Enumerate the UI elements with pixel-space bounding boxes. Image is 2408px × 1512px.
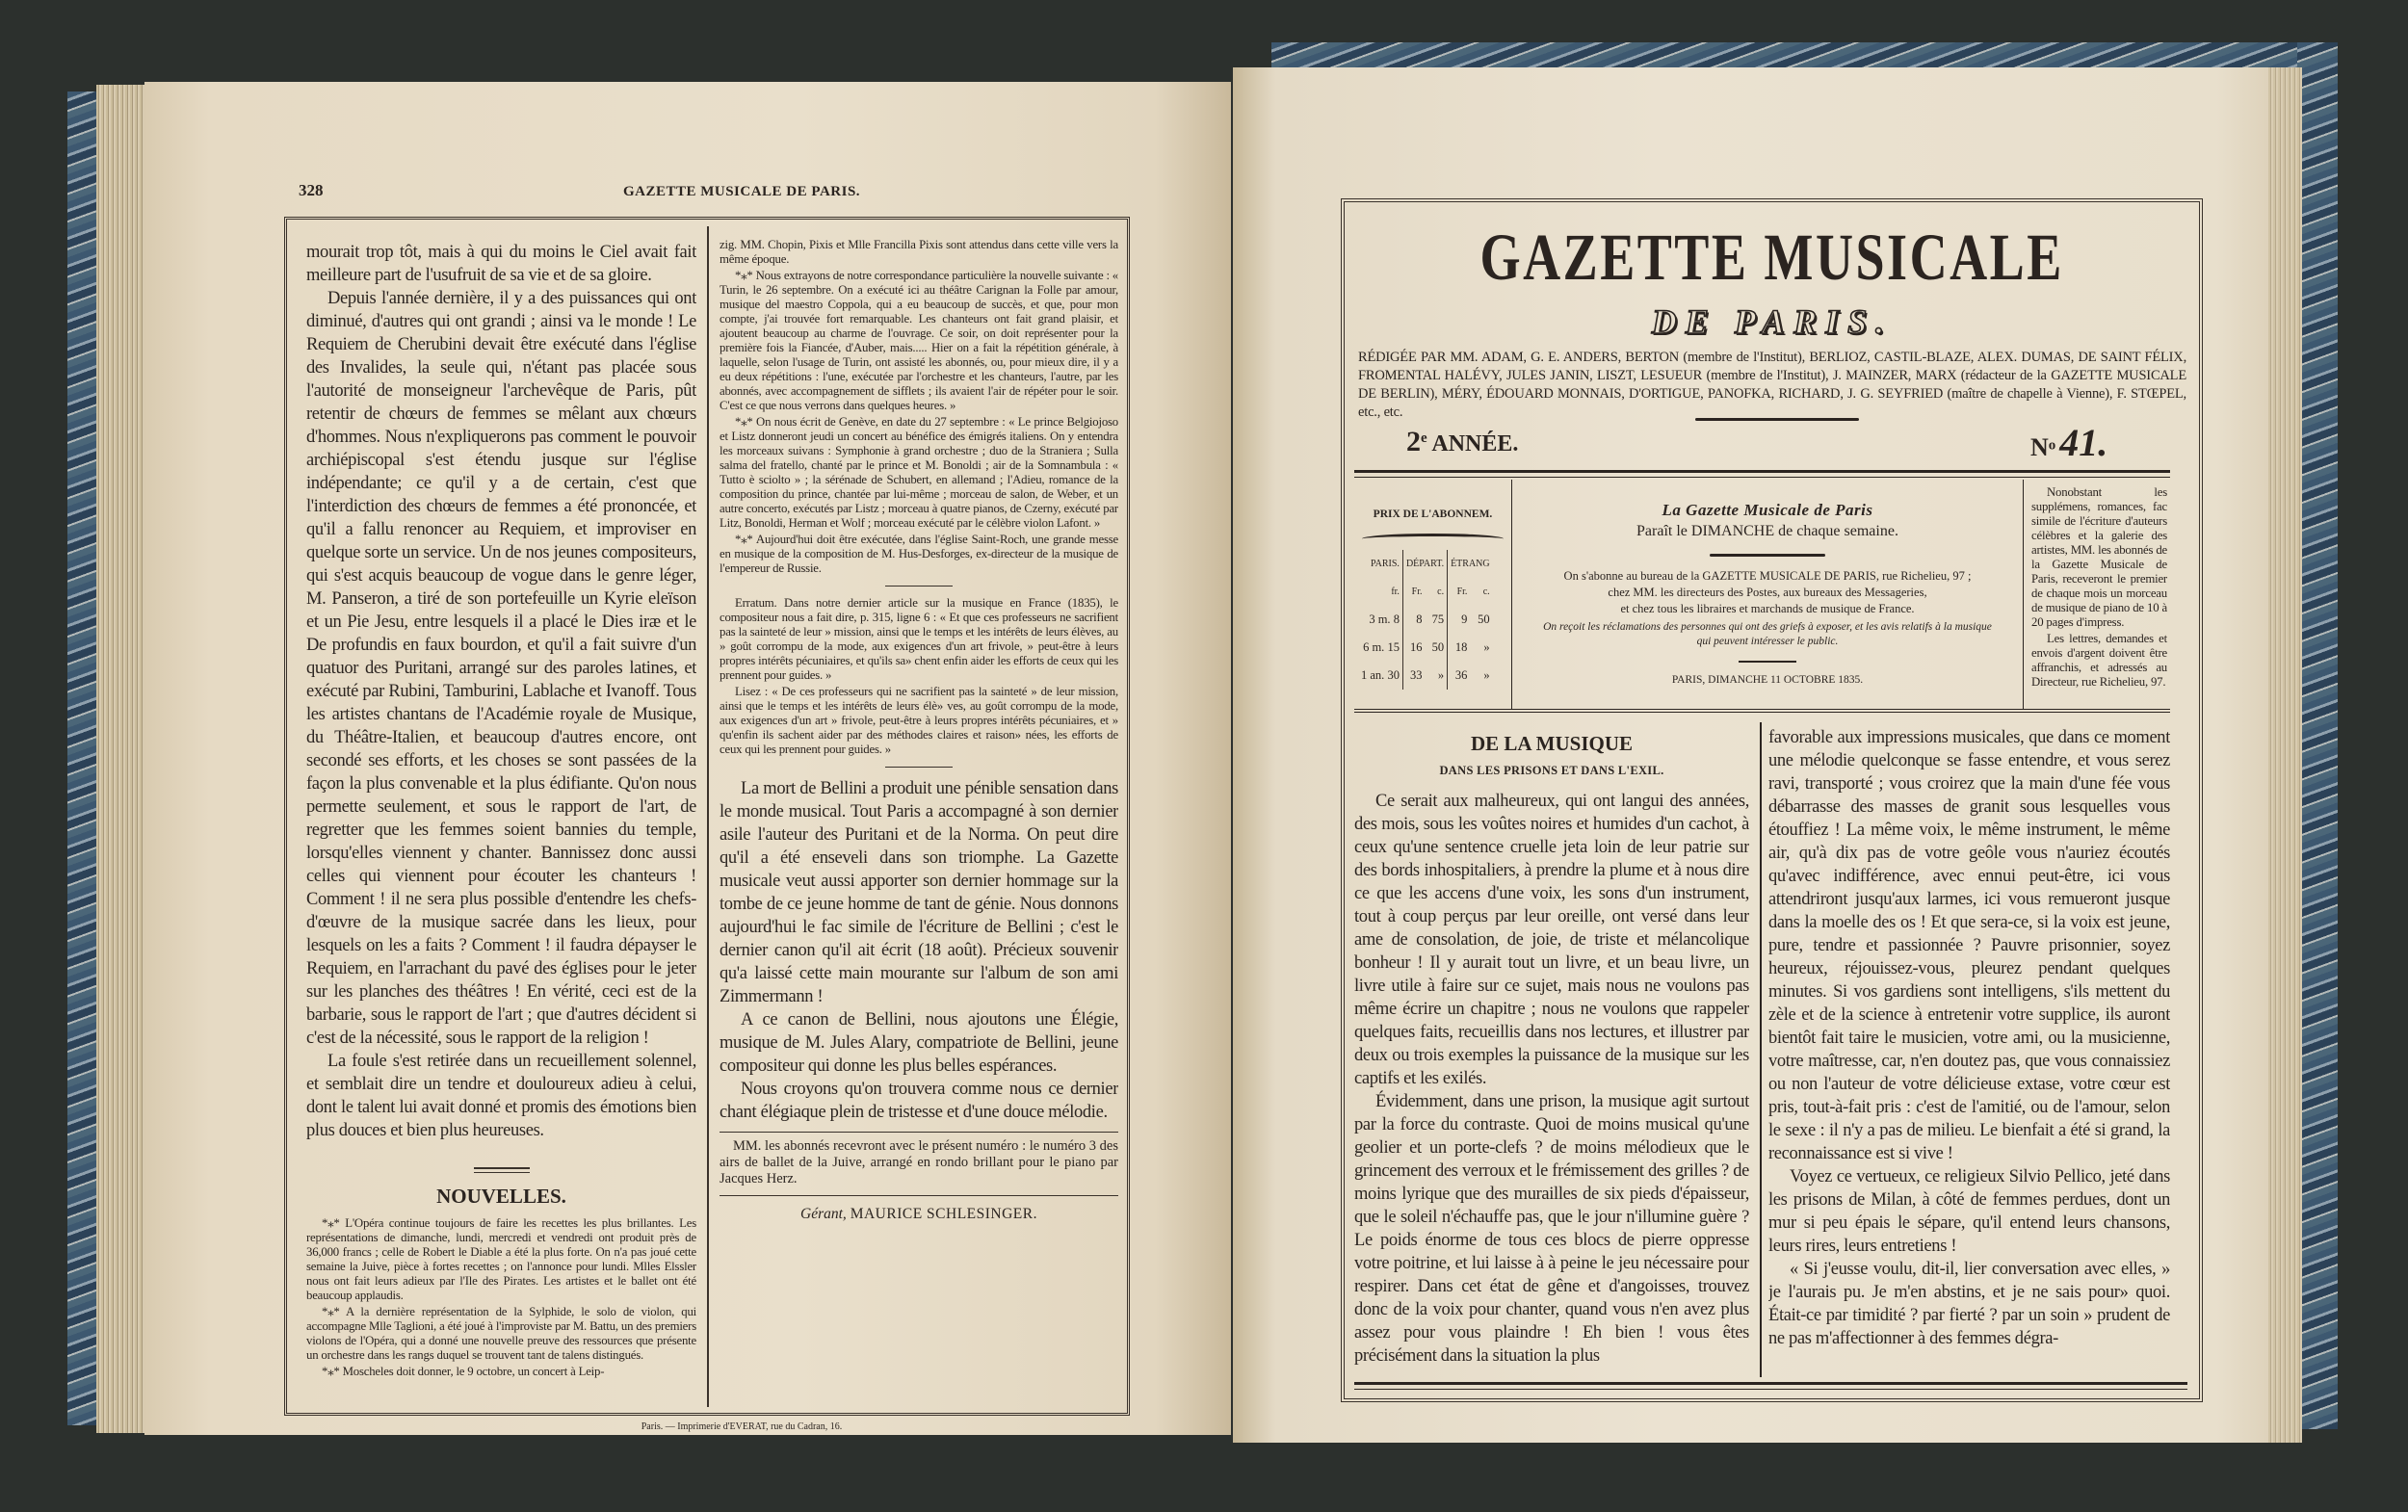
news-item: *⁎* On nous écrit de Genève, en date du 27 septembre : « Le prince Belgiojoso et Listz donneront jeudi un concert au bénéfice des émigrés italiens. On y entendra les morceaux suivans : Symphonie à grand orchestre ; duo de la Straniera ; Sulla salma del fratello, chanté par le prince et M. Bonoldi ; air de la Somnambula : « Tutto è sciolto » ; la sérénade de Schubert, en allemand ; l'Adieu, romance de la composition du prince, chantée par lui-même ; morceau de salon, de Weber, et un autre concerto, exécutés par Listz ; morceau à quatre pianos, de Czerny, exécuté par Litz, Bonoldi, Herman et Wolf ; morceau exécuté par le célèbre violon Lafont. » — [720, 415, 1118, 530]
news-item: *⁎* Nous extrayons de notre correspondance particulière la nouvelle suivante : « Turin, le 26 septembre. On a exécuté ici au théâtre Carignan la Folle par amour, musique del maestro Coppola, qui a eu beaucoup de succès, et que, pour mon compte, j'ai trouvée fort remarquable. Les chanteurs ont fait grand plaisir, et ajoutent beaucoup au charme de l'ouvrage. Ce soir, on doit représenter pour la première fois la Fiancée, d'Auber, mais..... Hier on a fait la répétition générale, à laquelle, selon l'usage de Turin, ont assisté les abonnés, ou, pour mieux dire, il y a eu deux répétitions : l'une, exécutée par l'orchestre et les chanteurs, l'autre, par les abonnés, avec accompagnement de sifflets ; ils avaient l'air de répéter pour le soir. C'est ce que nous verrons dans quelques heures. » — [720, 269, 1118, 412]
year-sup: e — [1421, 430, 1427, 446]
paragraph: La foule s'est retirée dans un recueillement solennel, et semblait dire un tendre et douloureux adieu à celui, dont le talent lui avait donné et promis des émotions bien plus douces et bien plus heureuses. — [306, 1052, 696, 1140]
news-item: *⁎* Aujourd'hui doit être exécutée, dans l'église Saint-Roch, une grande messe en musique de la composition de M. Hus-Desforges, ex-directeur de la musique de l'empereur de Russie. — [720, 533, 1118, 575]
issue-value: 41. — [2059, 421, 2108, 464]
article-body-continued — [1768, 726, 2170, 1350]
unit: c. — [1426, 578, 1448, 606]
divider — [720, 1195, 1118, 1196]
header-rule — [1354, 470, 2170, 478]
imprint: Paris. — Imprimerie d'EVERAT, rue du Cadran, 16. — [641, 1421, 843, 1432]
paragraph: mourait trop tôt, mais à qui du moins le Ciel avait fait meilleure part de l'usufruit de sa vie et de sa gloire. — [306, 243, 696, 285]
page-number: 328 — [299, 181, 324, 199]
col-etranger: ÉTRANG — [1451, 559, 1490, 569]
address-line: chez MM. les directeurs des Postes, aux bureaux des Messageries, — [1608, 586, 1927, 599]
paragraph: Nous croyons qu'on trouvera comme nous ce dernier chant élégiaque plein de tristesse et d'une douce mélodie. — [720, 1080, 1118, 1122]
cell: 6 m. 15 — [1358, 634, 1402, 662]
right-page-block — [2268, 67, 2302, 1443]
gerant-signature — [720, 1206, 1118, 1223]
cell: 50 — [1426, 634, 1448, 662]
table-row — [1358, 634, 1493, 662]
editors-list: RÉDIGÉE PAR MM. ADAM, G. E. ANDERS, BERTON (membre de l'Institut), BERLIOZ, CASTIL-BLAZE, ALEX. DUMAS, DE SAINT FÉLIX, FROMENTAL HALÉVY, JULES JANIN, LISZT, LESUEUR (membre de l'Institut), J. MAINZER, MARX (rédacteur de la GAZETTE MUSICALE DE BERLIN), MÉRY, ÉDOUARD MONNAIS, D'ORTIGUE, PANOFKA, RICHARD, J. G. SEYFRIED (maître de chapelle à Vienne), F. STŒPEL, etc., etc. — [1358, 350, 2186, 420]
article-column-2 — [1768, 726, 2170, 1391]
news-item: zig. MM. Chopin, Pixis et Mlle Francilla Pixis sont attendus dans cette ville vers la même époque. — [720, 238, 1118, 266]
nouvelles-heading: NOUVELLES. — [436, 1185, 566, 1208]
cell: 36 — [1454, 668, 1468, 682]
subscription-table — [1358, 550, 1493, 690]
issue-number — [2030, 420, 2107, 465]
gothic-masthead: La Gazette Musicale de Paris — [1662, 501, 1873, 519]
erratum-paragraph: Lisez : « De ces professeurs qui ne sacrifient pas la sainteté » de leur mission, ainsi que le temps et les intérêts de leurs élè» ves, au goût corrompu de la mode, aux exigences d'un art » frivole, peut-être à leurs propres intérêts pécuniaires, et » qu'enfin ils sachent aider par des méthodes claires et raison» nées, les efforts de ceux qui les prennent pour guides. » — [720, 685, 1118, 756]
right-cover-edge — [2297, 42, 2338, 1429]
paragraph: favorable aux impressions musicales, que dans ce moment une mélodie quelconque se fasse entendre, et vous serez ravi, transporté ; vous croirez que la main d'une fée vous débarrasse des masses de granit sous lesquelles vous étouffiez ! La même voix, le même instrument, le même air, qu'à dix pas de votre geôle vous n'auriez écoutés qu'avec indifférence, avec ennui peut-être, ici vous attendriront jusqu'aux larmes, ici vous remueront jusque dans la moelle des os ! Et que sera-ce, si la voix est jeune, pure, tendre et passionnée ? Pauvre prisonnier, soyez heureux, réjouissez-vous, pleurez pendant quelques minutes. Si vos gardiens sont intelligens, s'ils mettent du zèle et de la science à entretenir votre supplice, ils auront bientôt fait taire le musicien, votre ami, ou la musicienne, votre maîtresse, car, n'en doutez pas, que vous connaissiez ou non l'auteur de votre délicieuse extase, votre cœur est pris, tout-à-fait pris : c'est de l'amitié, ou de l'amour, selon le sexe : il n'y a pas de milieu. Le bienfait a été si grand, la reconnaissance est si vive ! — [1768, 728, 2170, 1163]
ornament-rule — [1710, 554, 1825, 557]
cell: 18 — [1454, 640, 1468, 654]
ornament-rule — [1695, 418, 1859, 421]
running-header: GAZETTE MUSICALE DE PARIS. — [622, 184, 861, 199]
brace-ornament — [1362, 534, 1504, 544]
gerant-label: Gérant, — [800, 1206, 847, 1222]
subscribers-notice: MM. les abonnés recevront avec le présent numéro : le numéro 3 des airs de ballet de la Juive, arrangé en rondo brillant pour le piano par Jacques Herz. — [720, 1138, 1118, 1186]
cell: » — [1483, 640, 1490, 654]
complaints-note: On reçoit les réclamations des personnes qui ont des griefs à exposer, et les avis relatifs à la musique qui peuvent intéresser le public. — [1543, 621, 1992, 647]
address-line: On s'abonne au bureau de la GAZETTE MUSICALE DE PARIS, rue Richelieu, 97 ; — [1563, 569, 1972, 583]
news-items — [306, 1216, 696, 1379]
masthead-subtitle: DE PARIS. — [1651, 302, 1894, 341]
issue-date: PARIS, DIMANCHE 11 OCTOBRE 1835. — [1671, 674, 1864, 686]
cell: 8 — [1416, 613, 1423, 626]
cell: » — [1483, 668, 1490, 682]
news-item: *⁎* A la dernière représentation de la Sylphide, le solo de violon, qui accompagne Mlle Taglioni, a été joué à l'improviste par M. Battu, un des premiers violons de l'Opéra, qui a donné une nouvelle preuve des ressources que présente un orchestre dans les rangs duquel se trouvent tant de talens distingués. — [306, 1305, 696, 1362]
table-row — [1358, 606, 1493, 634]
subscription-heading: PRIX DE L'ABONNEM. — [1373, 508, 1493, 520]
paragraph: Voyez ce vertueux, ce religieux Silvio Pellico, jeté dans les prisons de Milan, à côté de femmes perdues, dont un mur si peu épais le sépare, qu'il entend leurs chansons, leurs rires, leurs entretiens ! — [1768, 1167, 2170, 1256]
year-label — [1406, 426, 1518, 458]
issue-prefix: N — [2030, 433, 2049, 461]
cell: 75 — [1426, 606, 1448, 634]
paragraph: Évidemment, dans une prison, la musique agit surtout par la force du contraste. Quoi de moins musical qu'une geolier et un porte-clefs ? de moins mélodieux que le grincement des verroux et le frémissement des grilles ? de moins lyrique que des murailles de six pieds d'épaisseur, que le soleil n'échauffe pas, que le jour n'illumine guère ? Le poids énorme de tous ces blocs de pierre oppresse votre poitrine, et lui laisse à à peine le jeu nécessaire pour respirer. Dans cet état de gêne et d'angoisses, trouvez donc de la voix pour chanter, quand vous n'en avez plus assez pour vous plaindre ! Eh bien ! vous êtes précisément dans la situation la plus — [1354, 1092, 1749, 1366]
table-units-row — [1358, 578, 1493, 606]
col-departement: DÉPART. — [1402, 550, 1447, 578]
paragraph: A ce canon de Bellini, nous ajoutons une Élégie, musique de M. Jules Alary, compatriote de Bellini, jeune compositeur qui donne les plus belles espérances. — [720, 1010, 1118, 1076]
address-line: et chez tous les libraires et marchands de musique de France. — [1620, 602, 1915, 615]
article-column-divider — [1760, 722, 1762, 1377]
left-column-2 — [720, 238, 1118, 1408]
paragraph: « Si j'eusse voulu, dit-il, lier conversation avec elles, » je l'aurais pu. Je m'en abstins, et je ne sais pour» quoi. Était-ce par timidité ? par fierté ? par un soin » prudent de ne pas m'affectionner à des femmes dégra- — [1768, 1260, 2170, 1348]
gazette-title: GAZETTE MUSICALE — [1479, 221, 2065, 295]
right-page — [1233, 67, 2302, 1443]
cell: » — [1426, 662, 1448, 690]
unit: c. — [1482, 587, 1490, 597]
subscription-box — [1354, 480, 1512, 709]
news-item: *⁎* Moscheles doit donner, le 9 octobre, un concert à Leip- — [322, 1365, 605, 1378]
short-rule — [1739, 661, 1796, 663]
bellini-notice — [720, 777, 1118, 1124]
article-subtitle: DANS LES PRISONS ET DANS L'EXIL. — [1439, 764, 1664, 777]
supplements-paragraph: Nonobstant les supplémens, romances, fac simile de l'écriture d'auteurs célèbres et la galerie des artistes, MM. les abonnés de la Gazette Musicale de Paris, receveront le premier de chaque mois un morceau de musique de piano de 10 à 20 pages d'impress. — [2031, 485, 2167, 629]
unit: Fr. — [1456, 587, 1468, 597]
left-column-1 — [306, 241, 696, 1411]
article-column-1 — [1354, 724, 1749, 1389]
news-items-continued — [720, 238, 1118, 576]
supplements-text — [2031, 485, 2167, 690]
article-body — [1354, 790, 1749, 1368]
cell: 16 — [1410, 640, 1423, 654]
unit: Fr. — [1411, 587, 1423, 597]
erratum-paragraph: Erratum. Dans notre dernier article sur la musique en France (1835), le compositeur nous a fait dire, p. 315, ligne 6 : « Et que ces professeurs ne sacrifient pas la sainteté de leur » mission, ainsi que le temps et les intérêts de leurs élèves, au » goût corrompu de la mode, aux exigences d'un art frivole, » peut-être à leurs propres intérêts pécuniaires, et qu'ils sa» chent enfin aider les efforts de ceux qui les prennent pour guides. » — [720, 596, 1118, 682]
column-divider — [707, 226, 709, 1407]
issue-sup: o — [2048, 437, 2056, 454]
publication-schedule: Paraît le DIMANCHE de chaque semaine. — [1636, 523, 1898, 539]
supplements-box — [2023, 480, 2167, 709]
paragraph: Ce serait aux malheureux, qui ont langui des années, des mois, sous les voûtes noires et humides d'un cachot, à ceux qu'une sentence cruelle jeta loin de leur patrie sur des bords inhospitaliers, à prendre la plume et à nous dire ce que les accens d'une voix, les sons d'un instrument, tout à coup perçus par leur oreille, ont versé dans leur ame de consolation, de joie, de triste et mélancolique bonheur ! Il y aurait tout un livre, et un beau livre, un livre utile à faire sur ce sujet, mais nous ne voulons pas même écrire un chapitre ; nous ne voulons que rappeler quelques faits, recueillis dans nos lectures, et illustrer par deux ou trois exemples la puissance de la musique sur les captifs et les exilés. — [1354, 792, 1749, 1088]
divider — [885, 767, 953, 768]
divider — [720, 1132, 1118, 1133]
cell: 1 an. 30 — [1358, 662, 1402, 690]
article-title: DE LA MUSIQUE — [1470, 732, 1634, 755]
table-row — [1358, 662, 1493, 690]
erratum — [720, 596, 1118, 757]
cell: 3 m. 8 — [1358, 606, 1402, 634]
paragraph: La mort de Bellini a produit une pénible sensation dans le monde musical. Tout Paris a accompagné à son dernier asile l'auteur des Puritani et de la Norma. On peut dire qu'il a été enseveli dans son triomphe. La Gazette musicale veut aussi apporter son dernier hommage sur la tombe de ce jeune homme de tant de génie. Nous donnons aujourd'hui le fac simile de l'écriture de Bellini ; c'est le dernier canon qu'il ait écrit (18 août). Précieux souvenir qu'a laissé cette main mourante sur l'album de son ami Zimmermann ! — [720, 779, 1118, 1006]
cell: 50 — [1478, 613, 1490, 626]
article-continuation — [306, 241, 696, 1142]
publication-info — [1513, 480, 2022, 709]
info-band — [1354, 480, 2170, 713]
divider — [885, 586, 953, 587]
cell: 9 — [1461, 613, 1468, 626]
col-paris: PARIS. — [1358, 550, 1402, 578]
left-page — [144, 82, 1231, 1435]
news-item: *⁎* L'Opéra continue toujours de faire les recettes les plus brillantes. Les représentations de dimanche, lundi, mercredi et vendredi ont produit près de 36,000 francs ; celle de Robert le Diable a été la plus forte. On n'a pas joué cette semaine la Juive, pièce à fortes recettes ; on l'annonce pour lundi. Mlles Elssler nous ont fait leurs adieux par l'Ile des Pirates. Les artistes et le ballet ont été beaucoup applaudis. — [306, 1216, 696, 1302]
footer-rule — [1354, 1382, 2187, 1390]
supplements-paragraph: Les lettres, demandes et envois d'argent doivent être affranchis, et adressés au Directeur, rue Richelieu, 97. — [2031, 632, 2167, 689]
cell: 33 — [1410, 668, 1423, 682]
unit: fr. — [1358, 578, 1402, 606]
year-text: ANNÉE. — [1431, 431, 1519, 456]
table-header-row — [1358, 550, 1493, 578]
section-divider — [474, 1167, 530, 1173]
year-number: 2 — [1406, 426, 1421, 457]
paragraph: Depuis l'année dernière, il y a des puissances qui ont diminué, d'autres qui ont grandi ; ainsi va le monde ! Le Requiem de Cherubini devait être exécuté dans l'église des Invalides, la seule qui, n'étant pas placée sous l'autorité de monseigneur l'archevêque de Paris, pût retentir de chœurs de femmes se mêlant aux chœurs d'hommes. Nous n'expliquerons pas comment le pouvoir archiépiscopal s'est étendu jusque sur l'église indépendante; ce qu'il y a de certain, c'est que l'interdiction des chœurs de femmes a été prononcée, et qu'il a fallu renoncer au Requiem, et improviser en quelque sorte un service. Un de nos jeunes compositeurs, qui s'est acquis beaucoup de vogue dans le genre léger, M. Panseron, a tiré de son portefeuille un Kyrie eleïson et un Pie Jesu, entre lesquels il a placé le Dies iræ et le De profundis en faux bourdon, et qu'il a fait suivre d'un quatuor des Puritani, arrangé sur des paroles latines, et exécuté par Rubini, Tamburini, Lablache et Ivanoff. Tous les artistes chantans de l'Académie royale de Musique, du Théâtre-Italien, et beaucoup d'autres encore, ont secondé ses efforts, et les choses se sont passées de la façon la plus convenable et la plus édifiante. Qu'on nous permette seulement, et sous le rapport de l'art, de regretter que les femmes soient bannies du temple, lorsqu'elles viennent y chanter. Bannissez donc aussi celles qui viennent pour écouter les chanteurs ! Comment ! il ne sera plus possible d'entendre les chefs-d'œuvre de la musique sacrée dans les lieux, pour lesquels on les a faits ? Comment ! il faudra dépayser le Requiem, en l'arrachant du pavé des églises pour le jeter sur les planches des théâtres ! En vérité, ceci est de la barbarie, sous le rapport de l'art ; que d'autres décident si c'est de la nécessité, sous le rapport de la religion ! — [306, 289, 696, 1048]
gerant-name: MAURICE SCHLESINGER. — [850, 1206, 1037, 1222]
masthead-title — [1348, 222, 2196, 295]
